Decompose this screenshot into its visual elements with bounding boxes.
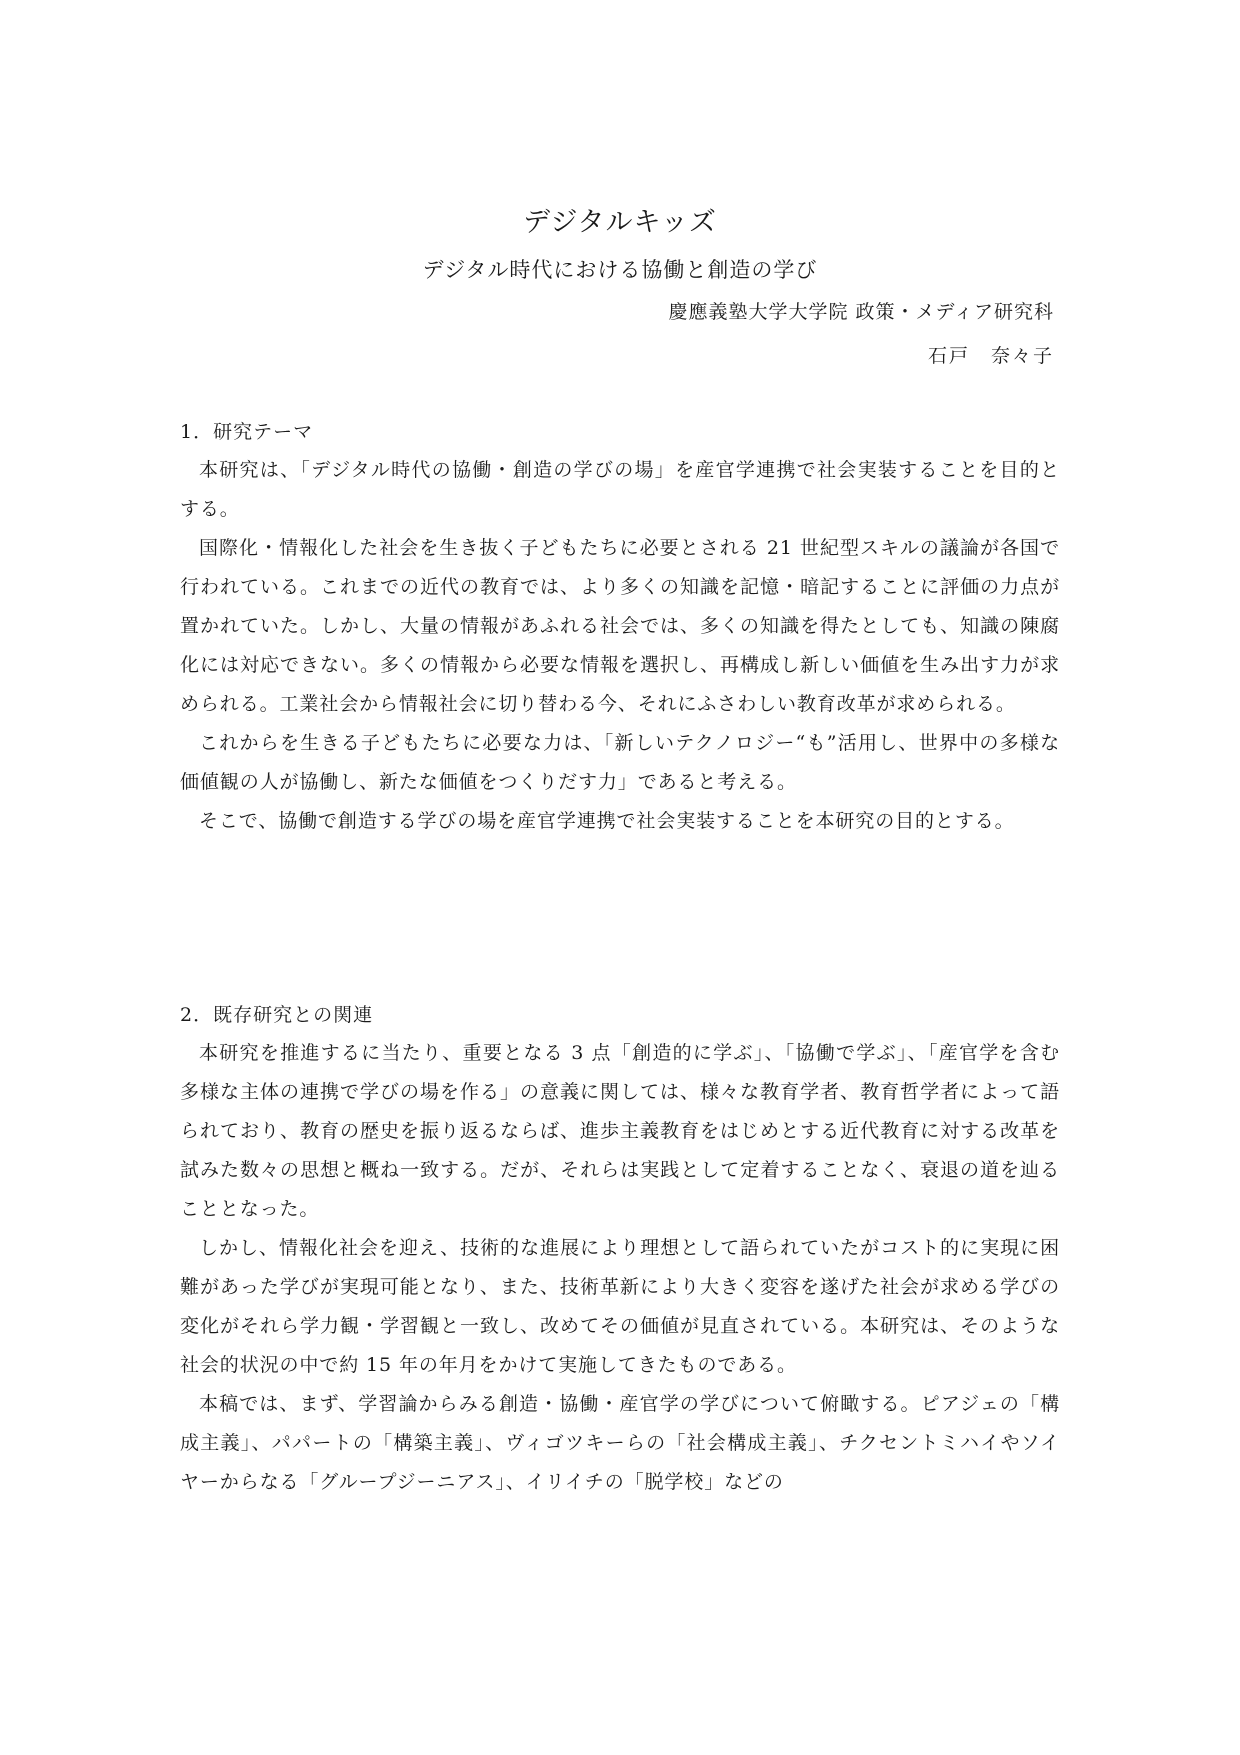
document-title: デジタルキッズ xyxy=(523,207,717,238)
section-heading: 2．既存研究との関連 xyxy=(180,1004,374,1026)
author-affiliation: 慶應義塾大学大学院 政策・メディア研究科 xyxy=(668,301,1054,323)
section-related-research xyxy=(180,996,1060,1502)
paragraph: これからを生きる子どもたちに必要な力は、「新しいテクノロジー“も”活用し、世界中の多様な価値観の人が協働し、新たな価値をつくりだす力」であると考える。 xyxy=(180,732,1060,793)
paragraph: 国際化・情報化した社会を生き抜く子どもたちに必要とされる 21 世紀型スキルの議論が各国で行われている。これまでの近代の教育では、より多くの知識を記憶・暗記することに評価の力点が置かれていた。しかし、大量の情報があふれる社会では、多くの知識を得たとしても、知識の陳腐化には対応できない。多くの情報から必要な情報を選択し、再構成し新しい価値を生み出す力が求められる。工業社会から情報社会に切り替わる今、それにふさわしい教育改革が求められる。 xyxy=(180,537,1060,715)
section-heading: 1．研究テーマ xyxy=(180,421,314,443)
section-research-theme xyxy=(180,413,1060,841)
document-subtitle: デジタル時代における協働と創造の学び xyxy=(422,258,818,282)
paragraph: 本稿では、まず、学習論からみる創造・協働・産官学の学びについて俯瞰する。ピアジェの「構成主義」、パパートの「構築主義」、ヴィゴツキーらの「社会構成主義」、チクセントミハイやソイヤーからなる「グループジーニアス」、イリイチの「脱学校」などの xyxy=(180,1393,1060,1493)
paragraph: しかし、情報化社会を迎え、技術的な進展により理想として語られていたがコスト的に実現に困難があった学びが実現可能となり、また、技術革新により大きく変容を遂げた社会が求める学びの変化がそれら学力観・学習観と一致し、改めてその価値が見直されている。本研究は、そのような社会的状況の中で約 15 年の年月をかけて実施してきたものである。 xyxy=(180,1237,1060,1376)
paragraph: 本研究を推進するに当たり、重要となる 3 点「創造的に学ぶ」、「協働で学ぶ」、「産官学を含む多様な主体の連携で学びの場を作る」の意義に関しては、様々な教育学者、教育哲学者によって語られており、教育の歴史を振り返るならば、進歩主義教育をはじめとする近代教育に対する改革を試みた数々の思想と概ね一致する。だが、それらは実践として定着することなく、衰退の道を辿ることとなった。 xyxy=(180,1042,1060,1220)
author-name: 石戸 奈々子 xyxy=(927,345,1054,367)
paragraph: 本研究は、「デジタル時代の協働・創造の学びの場」を産官学連携で社会実装することを目的とする。 xyxy=(180,459,1060,520)
paragraph: そこで、協働で創造する学びの場を産官学連携で社会実装することを本研究の目的とする。 xyxy=(199,810,1015,832)
